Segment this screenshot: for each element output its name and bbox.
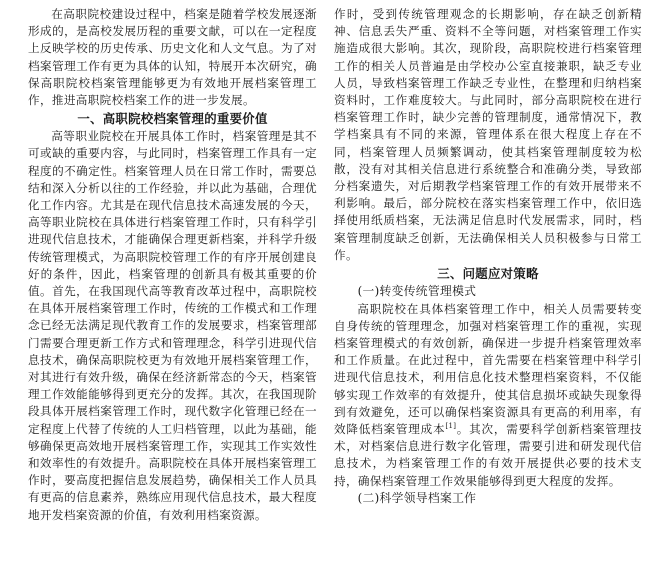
subsection-1-paragraph xyxy=(334,301,642,490)
subsection-1-heading: (一)转变传统管理模式 xyxy=(357,284,477,299)
section-1-heading: 一、高职院校档案管理的重要价值 xyxy=(77,111,268,127)
intro-paragraph: 在高职院校建设过程中，档案是随着学校发展逐渐形成的，是高校发展历程的重要文献，可以在一定程度上反映学校的历史传承、历史文化和人文气息。为了对档案管理工作有更为具体的认知，特展开本次研究，确保高职院校档案管理能够更为有效地开展档案管理工作，推进高职院校档案工作的进一步发展。 xyxy=(28,7,317,108)
section-3-heading: 三、问题应对策略 xyxy=(437,266,539,282)
subsection-1-text-a: 高职院校在具体档案管理工作中，相关人员需要转变自身传统的管理理念，加强对档案管理工作的重视，实现档案管理模式的有效创新，确保进一步提升档案管理效率和工作质量。在此过程中，首先需要在档案管理中科学引进现代信息技术，利用信息化技术整理档案资料，不仅能够实现工作效率的有效提升，使其信息损坏或缺失现象得到有效避免，还可以确保档案资源具有更高的利用率，有效降低档案管理成本 xyxy=(334,301,642,436)
citation-ref: [1] xyxy=(445,422,457,431)
subsection-2-heading: (二)科学领导档案工作 xyxy=(357,490,477,505)
right-column xyxy=(334,6,642,562)
subsection-1-text-b: 。其次，需要科学创新档案管理技术，对档案信息进行数字化管理，需要引进和研发现代信息技术，为档案管理工作的有效开展提供必要的技术支持，确保档案管理工作效果能够得到更大程度的发挥。 xyxy=(334,421,642,488)
section-2-continued-paragraph: 作时，受到传统管理观念的长期影响，存在缺乏创新精神、信息丢失严重、资料不全等问题，对档案管理工作实施造成很大影响。其次，现阶段，高职院校进行档案管理工作的相关人员普遍是由学校办公室直接兼职，缺乏专业人员，导致档案管理工作缺乏专业性，在整理和归纳档案资料时，工作难度较大。与此同时，部分高职院校在进行档案管理工作时，缺少完善的管理制度，通常情况下，教学档案具有不同的来源，管理体系在很大程度上存在不同，档案管理人员频繁调动，使其档案管理制度较为松散，没有对其相关信息进行系统整合和准确分类，导致部分档案遗失，对后期教学档案管理工作的有效开展带来不利影响。最后，部分院校在落实档案管理工作中，依旧选择使用纸质档案，无法满足信息时代发展需求，同时，档案管理制度缺乏创新，无法确保相关人员积极参与日常工作。 xyxy=(334,7,642,262)
left-column xyxy=(28,6,317,562)
section-1-paragraph: 高等职业院校在开展具体工作时，档案管理是其不可或缺的重要内容，与此同时，档案管理工作具有一定程度的不确定性。档案管理人员在日常工作时，需要总结和深入分析以往的工作经验，并以此为基础，合理优化工作内容。尤其是在现代信息技术高速发展的今天，高等职业院校在具体进行档案管理工作时，只有科学引进现代信息技术，才能确保合理更新档案，并科学升级传统管理模式，为高职院校管理工作的有序开展创建良好的条件，因此，档案管理的创新具有极其重要的价值。首先，在我国现代高等教育改革过程中，高职院校在具体开展档案管理工作时，传统的工作模式和工作理念已经无法满足现代教育工作的发展要求，档案管理部门需要合理更新工作方式和管理理念，科学引进现代信息技术，确保高职院校更为有效地开展档案管理工作，对其进行有效升级，确保在经济新常态的今天，档案管理工作效能能够得到更充分的发挥。其次，在我国现阶段具体开展档案管理工作时，现代数字化管理已经在一定程度上代替了传统的人工归档管理，以此为基础，能够确保更高效地开展档案管理工作，实现其工作实效性和效率性的有效提升。高职院校在具体开展档案管理工作时，要高度把握信息发展趋势，确保相关工作人员具有更高的信息素养，熟练应用现代信息技术，最大程度地开发档案资源的价值，有效利用档案资源。 xyxy=(28,129,317,522)
